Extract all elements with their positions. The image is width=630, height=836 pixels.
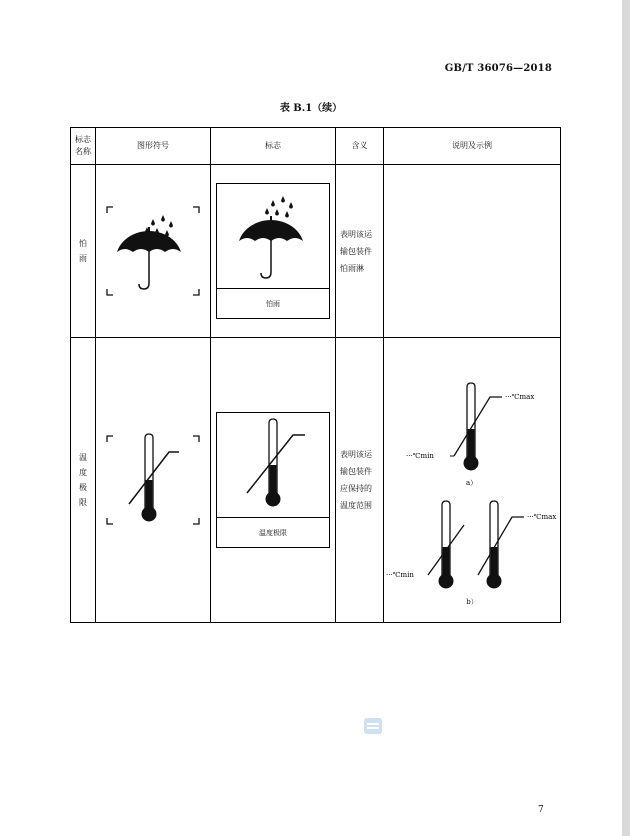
header-mark-name: 标志 名称 <box>71 128 96 165</box>
example-b-label: b） <box>466 598 478 606</box>
explanation-cell <box>384 165 561 338</box>
mark-label: 温度极限 <box>259 528 287 537</box>
table-row <box>71 338 561 623</box>
symbol-cell <box>96 165 211 338</box>
max-temp-label: ···℃max <box>505 393 535 401</box>
standard-number: GB/T 36076—2018 <box>444 63 552 74</box>
example-b-min-thermometer <box>428 501 464 589</box>
temperature-examples <box>384 353 562 593</box>
mark-cell <box>211 165 336 338</box>
marks-table <box>70 127 561 623</box>
header-meaning: 含义 <box>336 128 384 165</box>
page-number: 7 <box>538 805 544 815</box>
watermark-icon <box>364 718 382 734</box>
meaning-cell: 表明该运 输包装件 应保持的 温度范围 <box>336 338 384 623</box>
page-edge <box>622 0 630 836</box>
mark-name-cell: 温 度 极 限 <box>71 338 96 623</box>
thermometer-icon <box>101 430 205 530</box>
min-temp-label: ···℃min <box>406 452 434 460</box>
example-a-thermometer <box>450 383 502 471</box>
header-mark: 标志 <box>211 128 336 165</box>
explanation-cell <box>384 338 561 623</box>
mark-cell <box>211 338 336 623</box>
table-caption: 表 B.1（续） <box>279 103 343 114</box>
mark-name-cell: 怕 雨 <box>71 165 96 338</box>
example-a-label: a） <box>466 479 478 487</box>
mark-label: 怕雨 <box>266 299 280 308</box>
max-temp-label-b: ···℃max <box>527 513 557 521</box>
header-symbol: 图形符号 <box>96 128 211 165</box>
umbrella-rain-icon <box>101 201 205 301</box>
table-header-row <box>71 128 561 165</box>
thermometer-icon <box>217 413 329 518</box>
mark-box <box>216 183 330 319</box>
symbol-cell <box>96 338 211 623</box>
table-row <box>71 165 561 338</box>
mark-box <box>216 412 330 548</box>
meaning-cell: 表明该运 输包装件 怕雨淋 <box>336 165 384 338</box>
min-temp-label-b: ···℃min <box>386 571 414 579</box>
example-b-max-thermometer <box>478 501 524 589</box>
umbrella-rain-icon <box>217 184 329 289</box>
header-explanation: 说明及示例 <box>384 128 561 165</box>
